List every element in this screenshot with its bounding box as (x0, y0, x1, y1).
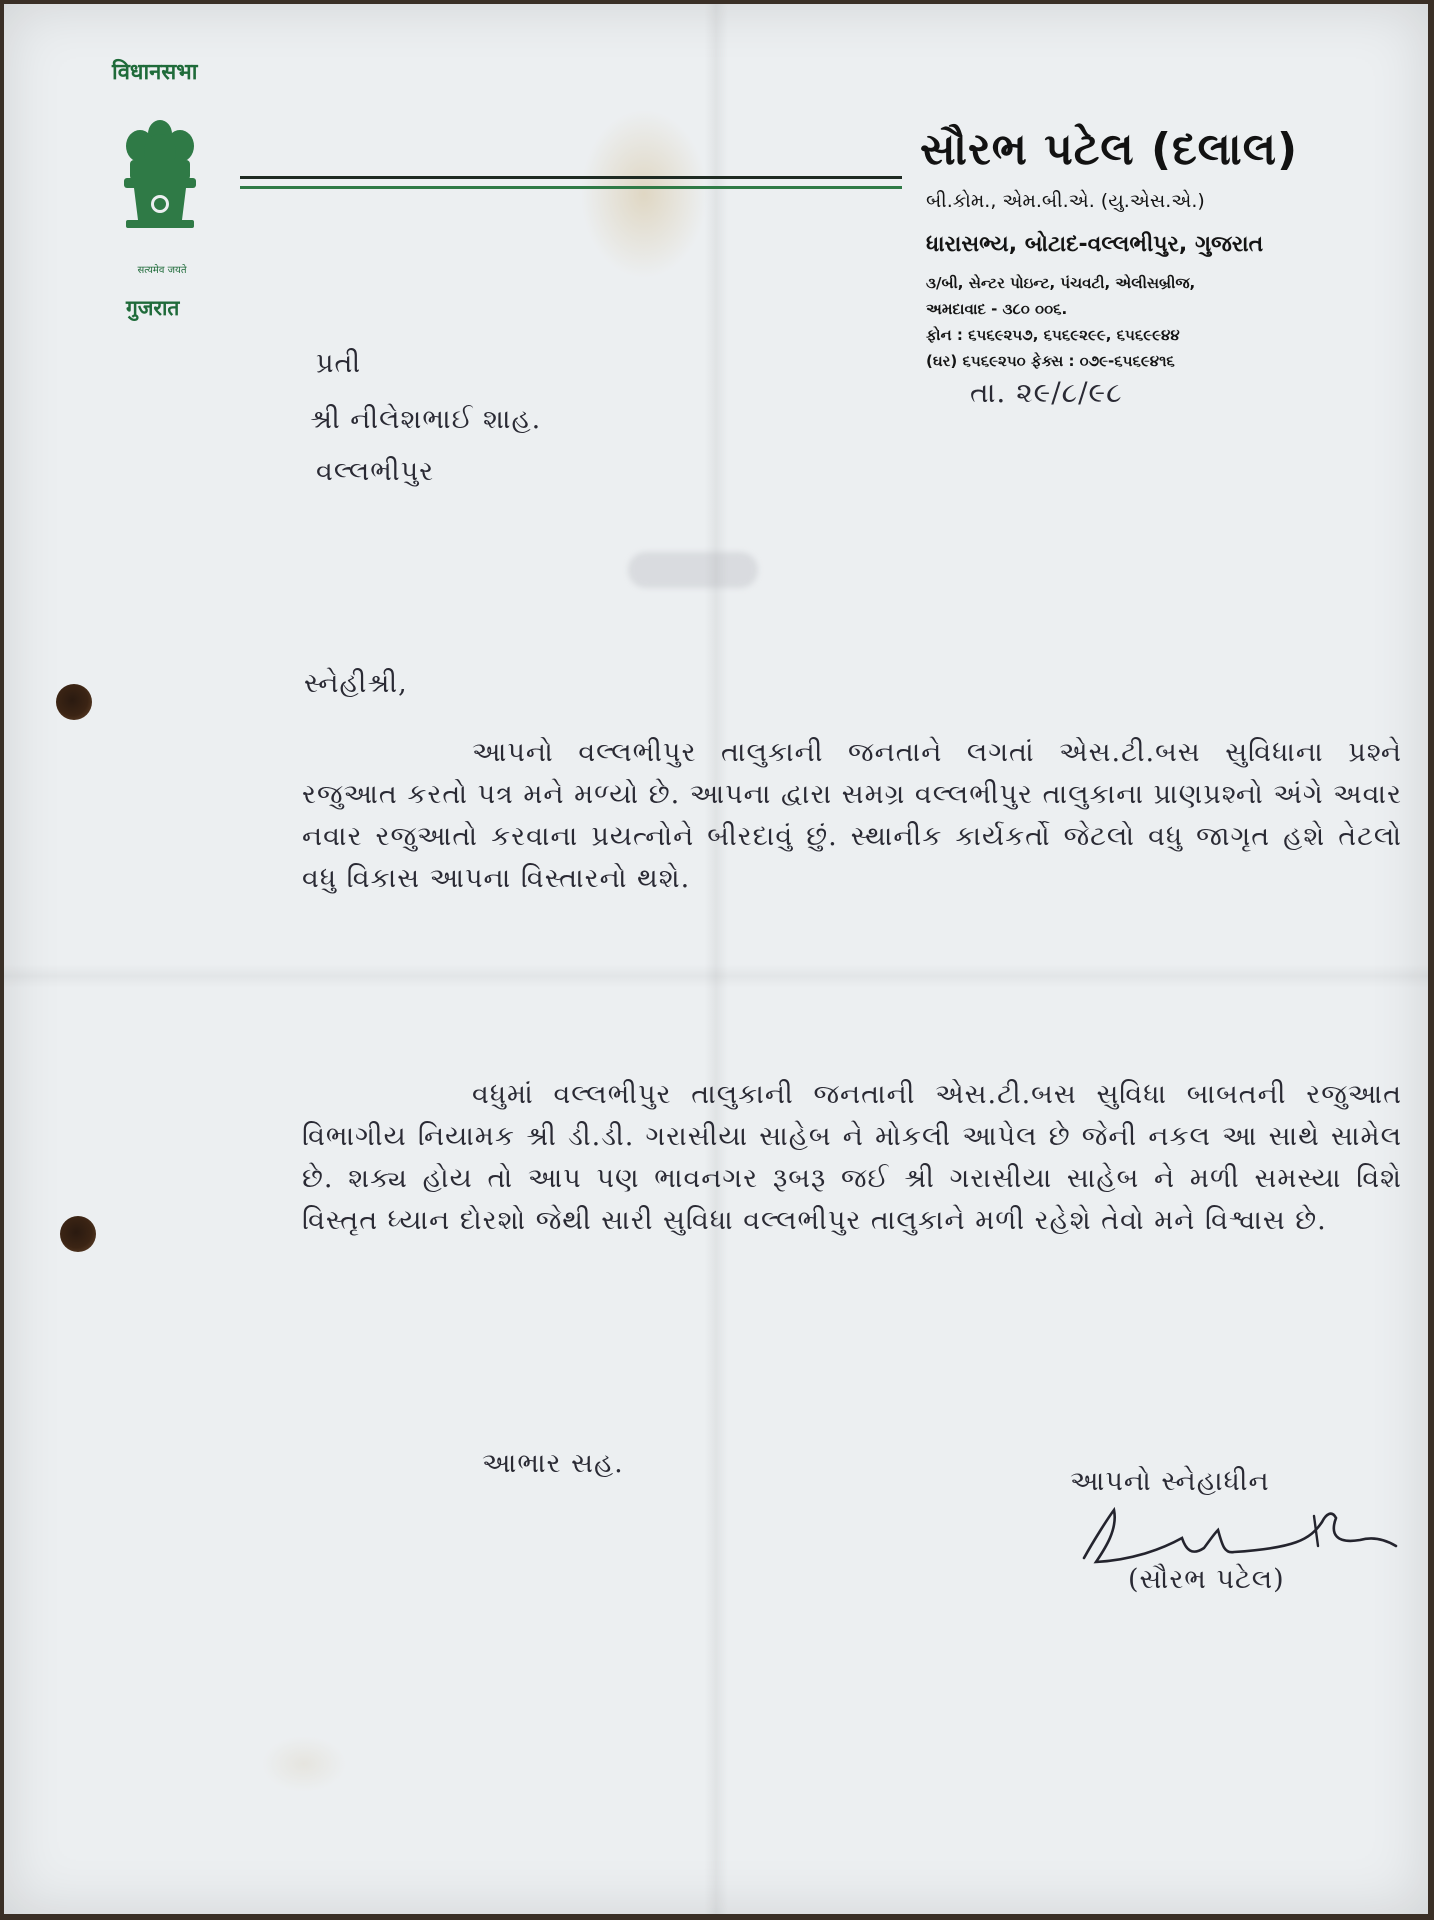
emblem-top-label: विधानसभा (112, 60, 198, 85)
body-paragraph-1: આપનો વલ્લભીપુર તાલુકાની જનતાને લગતાં એસ.ટી.બસ સુવિધાના પ્રશ્ને રજુઆત કરતો પત્ર મને મળ્યો છે. આપના દ્વારા સમગ્ર વલ્લભીપુર તાલુકાના પ્રાણપ્રશ્નો અંગે અવાર નવાર રજુઆતો કરવાના પ્રયત્નોને બીરદાવું છું. સ્થાનીક કાર્યકર્તો જેટલો વધુ જાગૃત હશે તેટલો વધુ વિકાસ આપના વિસ્તારનો થશે. (302, 737, 1402, 894)
recipient-place: વલ્લભીપુર (316, 456, 435, 487)
emblem-bottom-label: गुजरात (126, 296, 180, 320)
to-line: પ્રતી (316, 348, 362, 379)
closing-yours: આપનો સ્નેહાધીન (1070, 1466, 1270, 1497)
letter-date: તા. ૨૯/૮/૯૮ (970, 376, 1123, 409)
state-emblem-icon (112, 116, 208, 266)
closing-thanks: આભાર સહ. (482, 1448, 624, 1479)
letterhead-qualifications: બી.કોમ., એમ.બી.એ. (યુ.એસ.એ.) (926, 190, 1205, 212)
signer-name: (સૌરભ પટેલ) (1128, 1564, 1285, 1595)
recipient-name: શ્રી નીલેશભાઈ શાહ. (310, 404, 542, 435)
letterhead-phone: ફોન : ૬૫૬૯૨૫૭, ૬૫૬૯૨૯૯, ૬૫૬૯૯૪૪ (926, 326, 1180, 344)
letterhead-name: સૌરભ પટેલ (દલાલ) (920, 124, 1299, 175)
letterhead-address-line1: ૩/બી, સેન્ટર પોઇન્ટ, પંચવટી, એલીસબ્રીજ, (926, 274, 1196, 292)
faded-stamp-mark (628, 552, 758, 588)
letterhead-home-fax: (ઘર) ૬૫૬૯૨૫૦ ફેક્સ : ૦૭૯-૬૫૬૯૪૧૬ (926, 352, 1175, 370)
letterhead-rule-green (240, 186, 902, 189)
letterhead-rule-dark (240, 176, 902, 179)
letterhead-designation: ધારાસભ્ય, બોટાદ-વલ્લભીપુર, ગુજરાત (926, 232, 1264, 257)
letter-page (4, 4, 1428, 1914)
punch-hole-top (56, 684, 92, 720)
body-paragraph-2: વધુમાં વલ્લભીપુર તાલુકાની જનતાની એસ.ટી.બસ સુવિધા બાબતની રજુઆત વિભાગીય નિયામક શ્રી ડી.ડી. ગરાસીયા સાહેબ ને મોકલી આપેલ છે જેની નકલ આ સાથે સામેલ છે. શક્ય હોય તો આપ પણ ભાવનગર રૂબરૂ જઈ શ્રી ગરાસીયા સાહેબ ને મળી સમસ્યા વિશે વિસ્તૃત ધ્યાન દોરશો જેથી સારી સુવિધા વલ્લભીપુર તાલુકાને મળી રહેશે તેવો મને વિશ્વાસ છે. (302, 1079, 1402, 1236)
emblem-motto: सत्यमेव जयते (137, 265, 187, 276)
letterhead-address-line2: અમદાવાદ - ૩૮૦ ૦૦૬. (926, 300, 1068, 318)
salutation: સ્નેહીશ્રી, (304, 668, 408, 699)
punch-hole-bottom (60, 1216, 96, 1252)
handwritten-signature (1074, 1500, 1404, 1570)
